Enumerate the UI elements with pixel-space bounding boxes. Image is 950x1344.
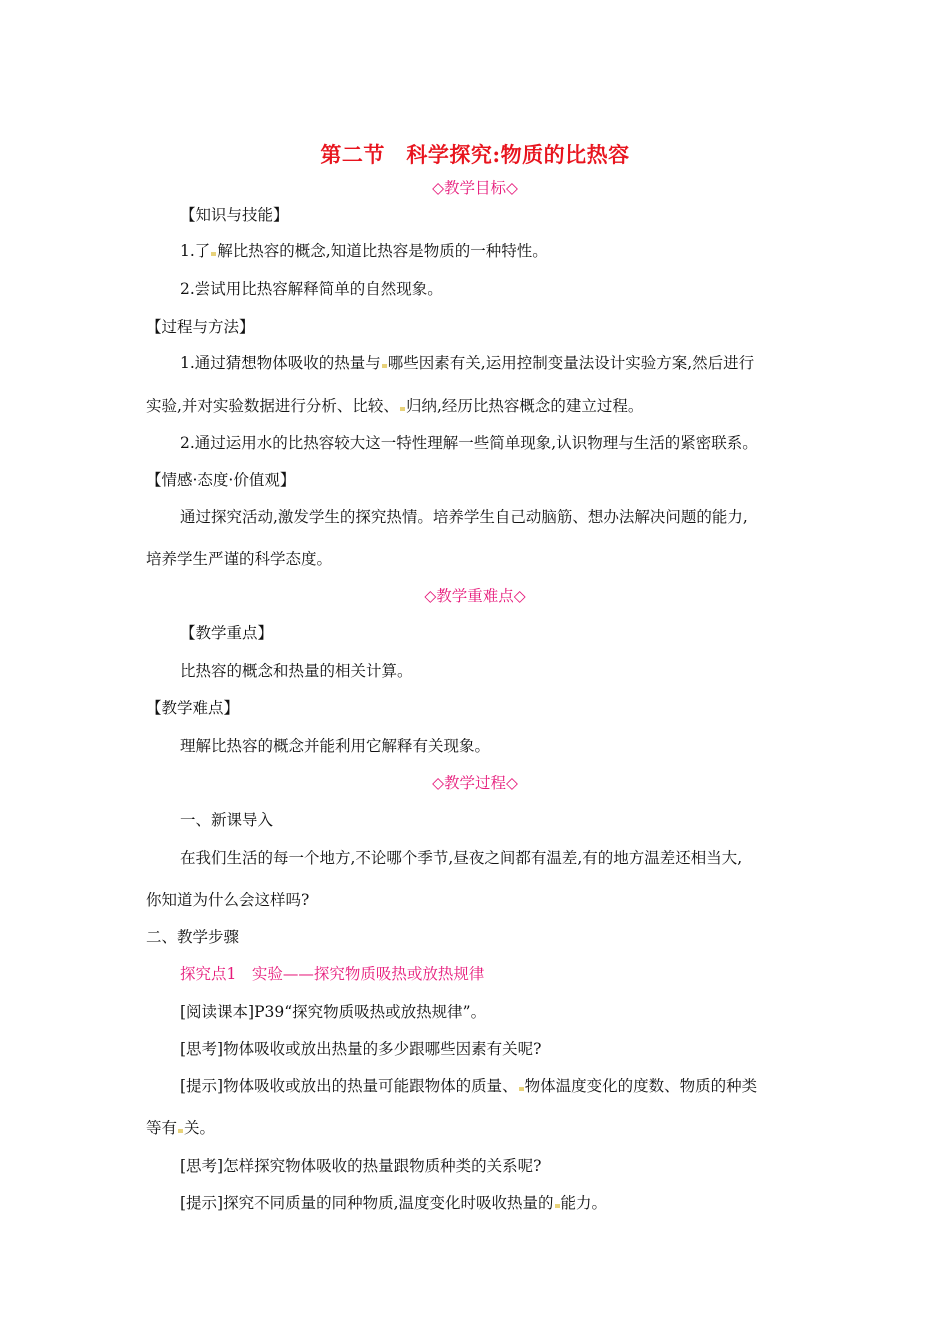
highlight-mark [400,407,405,411]
highlight-mark [211,252,216,256]
paragraph-read-textbook: [阅读课本]P39“探究物质吸热或放热规律”。 [180,1003,487,1021]
text-segment: 能力。 [560,1194,608,1212]
text-segment: 等有 [146,1119,178,1137]
text-segment: 哪些因素有关,运用控制变量法设计实验方案,然后进行 [387,354,755,372]
section-heading-key-points: ◇教学重难点◇ [424,587,526,605]
paragraph-hint-1-line2 [146,1117,215,1139]
highlight-mark [519,1087,524,1091]
highlight-mark [382,364,387,368]
heading-teaching-difficulty: 【教学难点】 [146,699,240,717]
paragraph-method-2: 2.通过运用水的比热容较大这一特性理解一些简单现象,认识物理与生活的紧密联系。 [180,434,758,452]
text-segment: 1.了 [180,242,211,260]
paragraph-teaching-difficulty: 理解比热容的概念并能利用它解释有关现象。 [180,737,491,755]
paragraph-method-1-line2 [146,395,643,417]
text-segment: 关。 [184,1119,216,1137]
paragraph-knowledge-1 [180,240,548,262]
document-title: 第二节 科学探究:物质的比热容 [320,142,630,167]
paragraph-hint-2 [180,1192,607,1214]
paragraph-teaching-key: 比热容的概念和热量的相关计算。 [180,662,413,680]
paragraph-think-2: [思考]怎样探究物体吸收的热量跟物质种类的关系呢? [180,1157,542,1175]
heading-intro: 一、新课导入 [180,811,274,829]
heading-knowledge-skills: 【知识与技能】 [180,206,289,224]
paragraph-emotion-line2: 培养学生严谨的科学态度。 [146,550,333,568]
text-segment: [提示]探究不同质量的同种物质,温度变化时吸收热量的 [180,1194,554,1212]
text-segment: 解比热容的概念,知道比热容是物质的一种特性。 [217,242,548,260]
text-segment: 物体温度变化的度数、物质的种类 [524,1077,758,1095]
paragraph-emotion-line1: 通过探究活动,激发学生的探究热情。培养学生自己动脑筋、想办法解决问题的能力, [180,508,748,526]
text-segment: 实验,并对实验数据进行分析、比较、 [146,397,399,415]
paragraph-intro-line2: 你知道为什么会这样吗? [146,891,310,909]
paragraph-hint-1-line1 [180,1075,757,1097]
text-segment: 归纳,经历比热容概念的建立过程。 [405,397,644,415]
paragraph-intro-line1: 在我们生活的每一个地方,不论哪个季节,昼夜之间都有温差,有的地方温差还相当大, [180,849,743,867]
paragraph-think-1: [思考]物体吸收或放出热量的多少跟哪些因素有关呢? [180,1040,542,1058]
text-segment: [提示]物体吸收或放出的热量可能跟物体的质量、 [180,1077,518,1095]
highlight-mark [178,1129,183,1133]
heading-inquiry-point-1: 探究点1 实验——探究物质吸热或放热规律 [180,965,485,983]
highlight-mark [555,1204,560,1208]
paragraph-method-1-line1 [180,352,754,374]
section-heading-goals: ◇教学目标◇ [432,179,518,197]
heading-teaching-steps: 二、教学步骤 [146,928,240,946]
paragraph-knowledge-2: 2.尝试用比热容解释简单的自然现象。 [180,280,443,298]
heading-teaching-key: 【教学重点】 [180,624,274,642]
text-segment: 1.通过猜想物体吸收的热量与 [180,354,381,372]
heading-process-method: 【过程与方法】 [146,318,255,336]
heading-emotion-attitude-values: 【情感·态度·价值观】 [146,471,296,489]
section-heading-process: ◇教学过程◇ [432,774,518,792]
